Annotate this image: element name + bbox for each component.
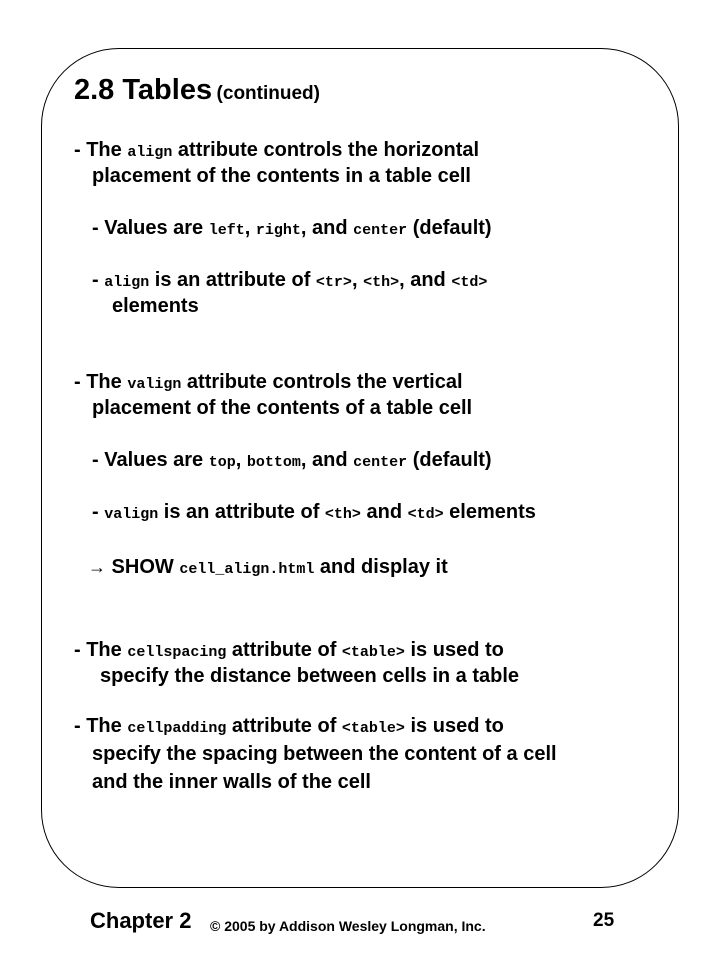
valign-attr-line: [92, 502, 536, 522]
valign-line-1: [74, 372, 463, 392]
valign-values-line: [92, 450, 492, 470]
code-right: right: [255, 222, 301, 239]
code-center: center: [353, 222, 408, 239]
code-table: <table>: [341, 720, 405, 737]
text: (default): [407, 449, 492, 471]
cellpadding-line-3: and the inner walls of the cell: [92, 771, 371, 793]
text: - Values are: [92, 217, 209, 239]
code-left: left: [208, 222, 245, 239]
show-line: [88, 557, 448, 577]
text: ,: [244, 217, 256, 239]
code-align: align: [104, 274, 150, 291]
text: - The: [74, 139, 128, 161]
code-table: <table>: [341, 644, 405, 661]
code-valign: valign: [104, 506, 159, 523]
code-cellspacing: cellspacing: [127, 644, 227, 661]
code-align: align: [127, 144, 173, 161]
text: ,: [351, 269, 364, 291]
align-values-line: [92, 218, 492, 238]
code-tr: <tr>: [315, 274, 352, 291]
text: and: [360, 501, 408, 523]
text: - The: [74, 639, 128, 661]
code-th: <th>: [363, 274, 400, 291]
text: is used to: [404, 639, 504, 661]
title-main: 2.8 Tables: [74, 74, 213, 106]
arrow-right-icon: →: [88, 557, 106, 577]
text: -: [92, 269, 105, 291]
code-top: top: [208, 454, 236, 471]
align-line-1: [74, 140, 479, 160]
code-filename: cell_align.html: [179, 561, 315, 578]
text: (default): [407, 217, 492, 239]
cellspacing-line-2: specify the distance between cells in a table: [100, 665, 520, 687]
code-cellpadding: cellpadding: [127, 720, 227, 737]
cellpadding-line-1: [74, 716, 504, 736]
text: , and: [300, 217, 354, 239]
text: - Values are: [92, 449, 209, 471]
text: attribute controls the vertical: [181, 371, 463, 393]
text: elements: [443, 501, 536, 523]
text: - The: [74, 371, 128, 393]
footer-chapter: Chapter 2: [90, 908, 192, 933]
title-subtitle: (continued): [216, 83, 320, 104]
footer-copyright: © 2005 by Addison Wesley Longman, Inc.: [210, 918, 486, 934]
align-attr-line: [92, 270, 487, 290]
text: ,: [235, 449, 247, 471]
text: is used to: [404, 715, 504, 737]
cellspacing-line-1: [74, 640, 504, 660]
code-center: center: [353, 454, 408, 471]
text: attribute of: [226, 715, 342, 737]
text: SHOW: [106, 556, 180, 578]
code-th: <th>: [324, 506, 361, 523]
text: , and: [399, 269, 452, 291]
text: attribute of: [226, 639, 342, 661]
text: attribute controls the horizontal: [172, 139, 480, 161]
code-bottom: bottom: [246, 454, 301, 471]
align-attr-line-2: elements: [112, 295, 199, 317]
align-line-2: placement of the contents in a table cell: [92, 165, 471, 187]
slide-title: [74, 74, 320, 107]
code-td: <td>: [451, 274, 488, 291]
cellpadding-line-2: specify the spacing between the content of a cell: [92, 743, 557, 765]
code-td: <td>: [407, 506, 444, 523]
text: is an attribute of: [158, 501, 325, 523]
valign-line-2: placement of the contents of a table cell: [92, 397, 473, 419]
text: - The: [74, 715, 128, 737]
text: , and: [300, 449, 354, 471]
code-valign: valign: [127, 376, 182, 393]
text: -: [92, 501, 105, 523]
page-number: 25: [593, 910, 615, 931]
text: is an attribute of: [149, 269, 316, 291]
text: and display it: [314, 556, 448, 578]
